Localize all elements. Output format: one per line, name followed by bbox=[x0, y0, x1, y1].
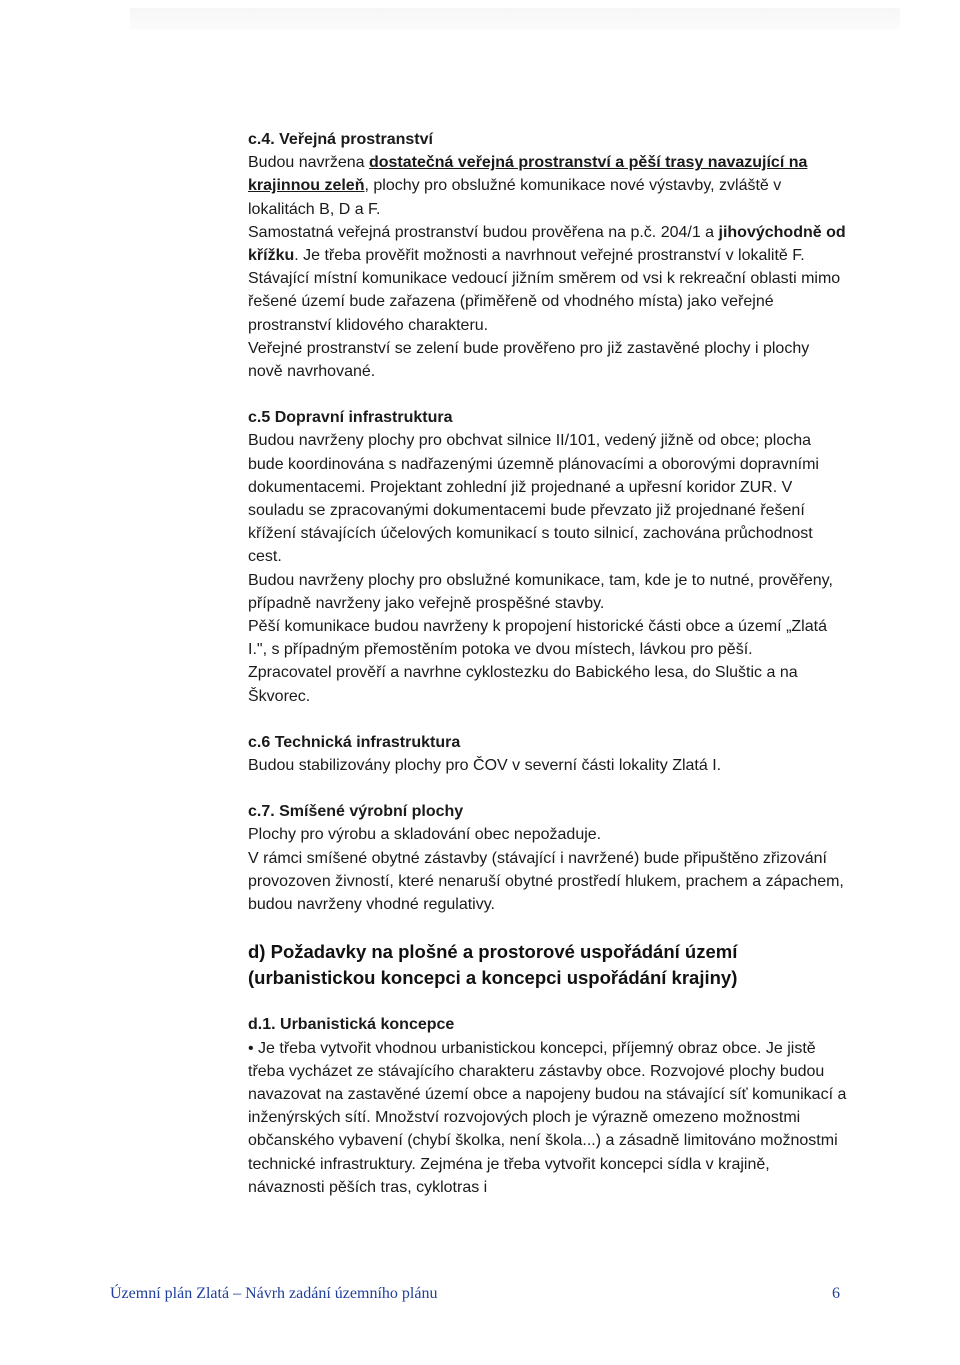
text-run: Budou navržena bbox=[248, 154, 369, 172]
section-d1 bbox=[248, 1013, 848, 1199]
section-heading: c.5 Dopravní infrastruktura bbox=[248, 409, 453, 427]
section-c5 bbox=[248, 406, 848, 708]
underlined-emphasis: dostatečná veřejná prostranství a pěší trasy navazující na krajinnou zeleň bbox=[248, 154, 808, 195]
text-run: , plochy pro obslužné komunikace nové výstavby, zvláště v lokalitách B, D a F. bbox=[248, 177, 782, 218]
paragraph: Zpracovatel prověří a navrhne cyklostezku do Babického lesa, do Sluštic a na Škvorec. bbox=[248, 664, 798, 705]
paragraph: Budou navrženy plochy pro obslužné komunikace, tam, kde je to nutné, prověřeny, případně navrženy jako veřejně prospěšné stavby. bbox=[248, 571, 833, 612]
paragraph: Budou navrženy plochy pro obchvat silnice II/101, vedený jižně od obce; plocha bude koordinována s nadřazenými územně plánovacími a oborovými dopravními dokumentacemi. Projektant zohlední již projednané a upřesní koridor ZUR. V souladu se zpracovanými dokumentacemi bude převzato již projednané řešení křížení stávajících účelových komunikací s touto silnicí, zachována průchodnost cest. bbox=[248, 432, 819, 566]
paragraph: Veřejné prostranství se zelení bude prověřeno pro již zastavěné plochy i plochy nově navrhované. bbox=[248, 339, 810, 381]
paragraph bbox=[248, 151, 848, 221]
text-run: Samostatná veřejná prostranství budou prověřena na p.č. 204/1 a bbox=[248, 223, 719, 241]
paragraph: Budou stabilizovány plochy pro ČOV v severní části lokality Zlatá I. bbox=[248, 757, 722, 775]
section-heading: c.4. Veřejná prostranství bbox=[248, 131, 433, 148]
paragraph: Stávající místní komunikace vedoucí jižním směrem od vsi k rekreační oblasti mimo řešené území bude zařazena (přiměřeně od vhodného místa) jako veřejné prostranství klidového charakteru. bbox=[248, 270, 841, 334]
section-c7 bbox=[248, 800, 848, 916]
bold-emphasis: jihovýchodně od křížku bbox=[248, 223, 846, 265]
paragraph bbox=[248, 221, 848, 267]
section-c4 bbox=[248, 128, 848, 383]
chapter-heading: d) Požadavky na plošné a prostorové uspořádání území (urbanistickou koncepci a koncepci uspořádání krajiny) bbox=[248, 941, 738, 989]
scan-artifact bbox=[130, 8, 900, 30]
footer-title: Územní plán Zlatá – Návrh zadání územního plánu bbox=[110, 1285, 438, 1302]
paragraph: V rámci smíšené obytné zástavby (stávající i navržené) bude připuštěno zřizování provozoven živností, které nenaruší obytné prostředí hlukem, prachem a zápachem, budou navrženy vhodné regulativy. bbox=[248, 849, 844, 914]
page-number: 6 bbox=[832, 1285, 840, 1302]
section-heading: c.6 Technická infrastruktura bbox=[248, 733, 461, 751]
text-run: . Je třeba prověřit možnosti a navrhnout veřejné prostranství v lokalitě F. bbox=[294, 247, 805, 265]
paragraph: Pěší komunikace budou navrženy k propojení historické části obce a území „Zlatá I.", s případným přemostěním potoka ve dvou místech, lávkou pro pěší. bbox=[248, 618, 827, 659]
page-content bbox=[248, 128, 848, 1222]
paragraph: • Je třeba vytvořit vhodnou urbanistickou koncepci, příjemný obraz obce. Je jistě třeba vycházet ze stávajícího charakteru zástavby obce. Rozvojové plochy budou navazovat na zastavěné území obce a napojeny budou na stávající síť komunikací a inženýrských sítí. Množství rozvojových ploch je výrazně omezeno možnostmi občanského vybavení (chybí školka, není škola...) a zásadně limitováno možnostmi technické infrastruktury. Zejména je třeba vytvořit koncepci sídla v krajině, návaznosti pěších tras, cyklotras i bbox=[248, 1039, 847, 1196]
section-heading: d.1. Urbanistická koncepce bbox=[248, 1016, 455, 1034]
section-c6 bbox=[248, 731, 848, 777]
section-heading: c.7. Smíšené výrobní plochy bbox=[248, 803, 464, 821]
paragraph: Plochy pro výrobu a skladování obec nepožaduje. bbox=[248, 826, 602, 844]
